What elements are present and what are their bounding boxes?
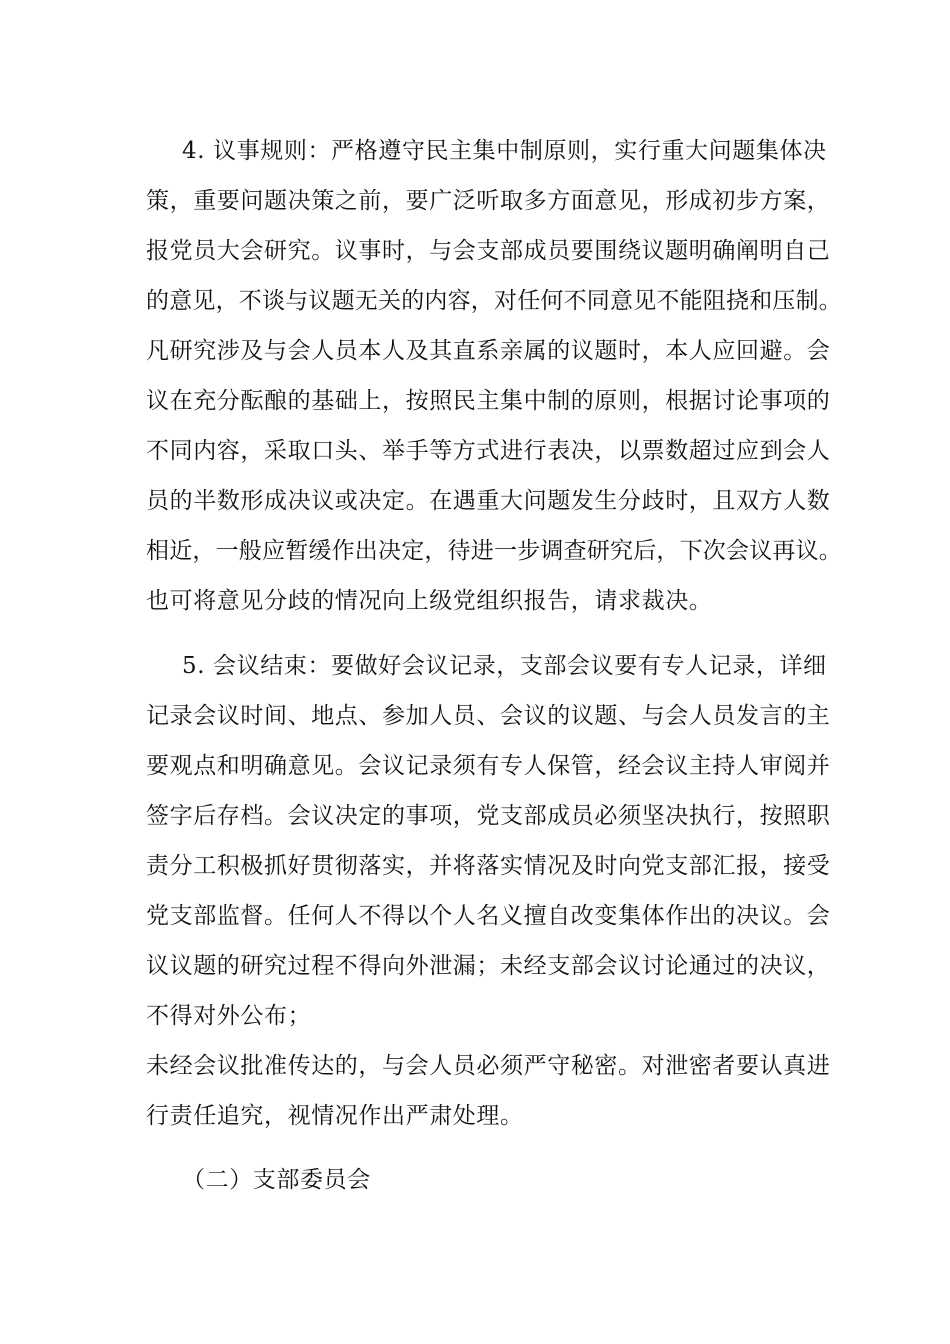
paragraph-line: 党支部监督。任何人不得以个人名义擅自改变集体作出的决议。会 <box>146 903 831 929</box>
paragraph-line: 不同内容，采取口头、举手等方式进行表决，以票数超过应到会人 <box>146 438 831 464</box>
paragraph-line: 不得对外公布； <box>146 1003 312 1029</box>
paragraph-line: 5. 会议结束：要做好会议记录，支部会议要有专人记录，详细 <box>182 653 827 679</box>
paragraph-line: 员的半数形成决议或决定。在遇重大问题发生分歧时，且双方人数 <box>146 488 831 514</box>
paragraph-line: 要观点和明确意见。会议记录须有专人保管，经会议主持人审阅并 <box>146 753 831 779</box>
paragraph-line: 未经会议批准传达的，与会人员必须严守秘密。对泄密者要认真进 <box>146 1053 831 1079</box>
paragraph-line: 行责任追究，视情况作出严肃处理。 <box>146 1103 524 1129</box>
section-heading: （二）支部委员会 <box>182 1167 371 1193</box>
paragraph-line: 签字后存档。会议决定的事项，党支部成员必须坚决执行，按照职 <box>146 803 831 829</box>
paragraph-line: 记录会议时间、地点、参加人员、会议的议题、与会人员发言的主 <box>146 703 831 729</box>
paragraph-line: 相近，一般应暂缓作出决定，待进一步调查研究后，下次会议再议。 <box>146 538 842 564</box>
paragraph-line: 议在充分酝酿的基础上，按照民主集中制的原则，根据讨论事项的 <box>146 388 831 414</box>
paragraph-line: 报党员大会研究。议事时，与会支部成员要围绕议题明确阐明自己 <box>146 238 831 264</box>
paragraph-line: 策，重要问题决策之前，要广泛听取多方面意见，形成初步方案， <box>146 188 831 214</box>
paragraph-line: 4. 议事规则：严格遵守民主集中制原则，实行重大问题集体决 <box>182 138 827 164</box>
paragraph-line: 责分工积极抓好贯彻落实，并将落实情况及时向党支部汇报，接受 <box>146 853 831 879</box>
paragraph-line: 凡研究涉及与会人员本人及其直系亲属的议题时，本人应回避。会 <box>146 338 831 364</box>
paragraph-line: 议议题的研究过程不得向外泄漏；未经支部会议讨论通过的决议， <box>146 953 831 979</box>
paragraph-line: 的意见，不谈与议题无关的内容，对任何不同意见不能阻挠和压制。 <box>146 288 842 314</box>
paragraph-line: 也可将意见分歧的情况向上级党组织报告，请求裁决。 <box>146 588 713 614</box>
